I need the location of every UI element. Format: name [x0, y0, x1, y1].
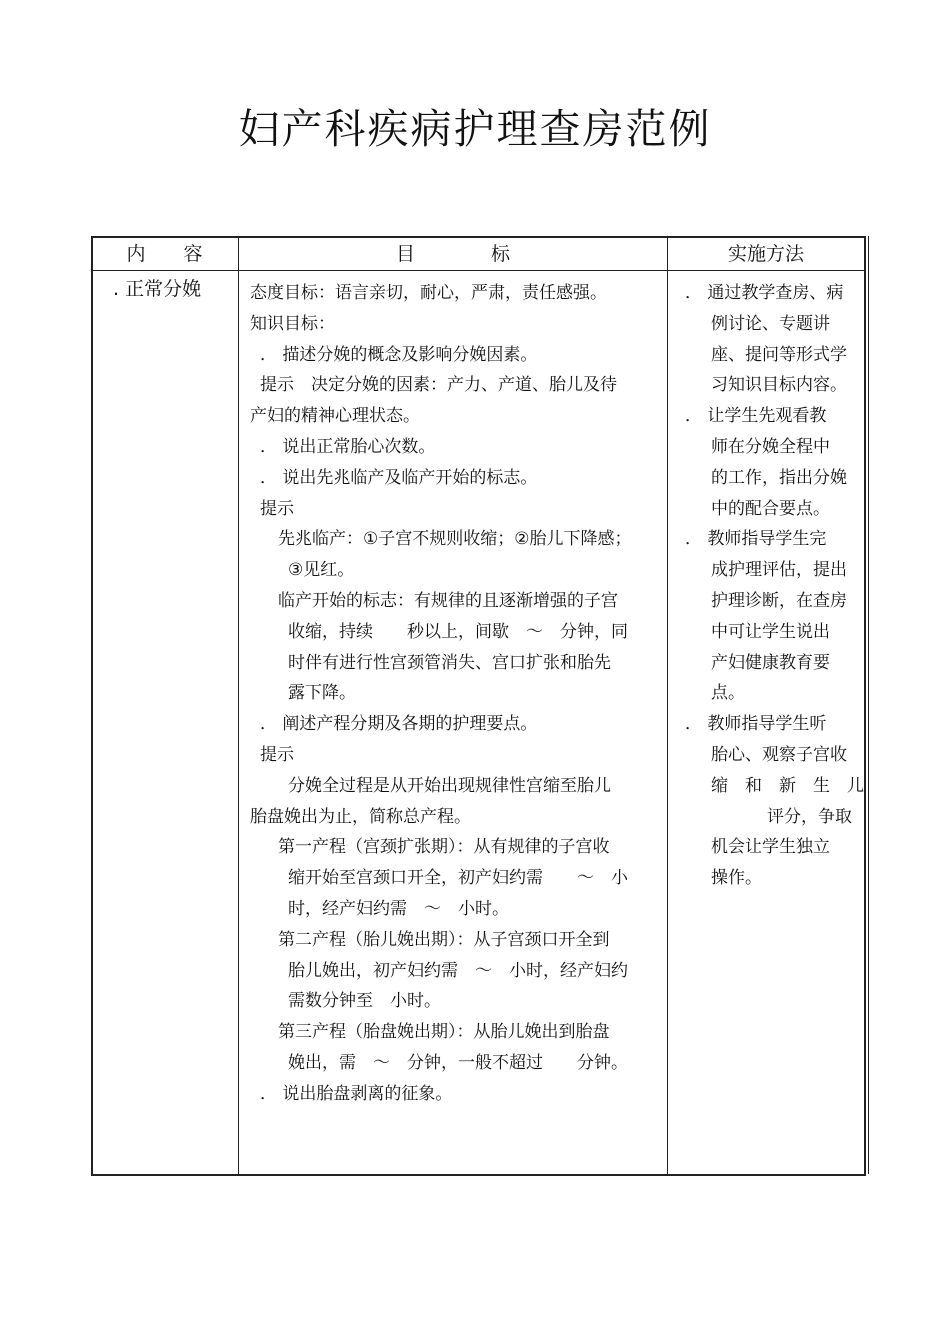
method-line: 产妇健康教育要: [711, 652, 830, 673]
goal-line: 胎盘娩出为止，简称总产程。: [250, 806, 471, 827]
method-line: 师在分娩全程中: [711, 436, 830, 457]
header-method: 实施方法: [727, 243, 804, 265]
method-line: 中可让学生说出: [711, 621, 830, 642]
column-divider-1: [238, 236, 239, 1174]
method-line: ． 让学生先观看教: [685, 406, 827, 427]
content-cell: . 正常分娩: [113, 278, 202, 300]
header-content: 内 容: [126, 243, 203, 265]
goal-line: 时，经产妇约需 ～ 小时。: [288, 898, 509, 919]
method-line: 中的配合要点。: [711, 498, 830, 519]
method-cell: [685, 278, 864, 894]
method-line: 例讨论、专题讲: [711, 313, 830, 334]
header-goal: 目 标: [395, 243, 510, 265]
goal-line: 先兆临产：①子宫不规则收缩；②胎儿下降感；: [278, 529, 632, 550]
goal-line: 缩开始至宫颈口开全，初产妇约需 ～ 小: [288, 868, 628, 889]
goal-line: 第一产程（宫颈扩张期）：从有规律的子宫收: [278, 837, 610, 858]
goal-line: ． 说出胎盘剥离的征象。: [260, 1083, 453, 1104]
method-line: 习知识目标内容。: [711, 375, 847, 396]
goal-line: 提示 决定分娩的因素：产力、产道、胎儿及待: [260, 375, 617, 396]
method-line: 点。: [711, 683, 745, 704]
goal-line: 态度目标：语言亲切，耐心，严肃，责任感强。: [250, 283, 607, 303]
method-line: ． 教师指导学生听: [685, 714, 827, 735]
method-line: 评分，争取: [767, 806, 852, 827]
goal-line: ． 说出先兆临产及临产开始的标志。: [260, 467, 538, 488]
goal-line: 产妇的精神心理状态。: [250, 406, 420, 427]
table-double-border: [868, 236, 869, 1174]
method-line: 护理诊断，在查房: [711, 590, 847, 611]
goal-line: 需数分钟至 小时。: [288, 991, 441, 1012]
goal-line: 分娩全过程是从开始出现规律性宫缩至胎儿: [288, 775, 611, 796]
goal-line: 第二产程（胎儿娩出期）：从子宫颈口开全到: [278, 929, 610, 950]
method-line: ． 教师指导学生完: [685, 529, 827, 550]
method-line: 胎心、观察子宫收: [711, 744, 847, 765]
method-line: 机会让学生独立: [711, 837, 830, 858]
method-line: 成护理评估，提出: [711, 560, 847, 581]
plan-table: [91, 236, 866, 1174]
goal-line: ． 说出正常胎心次数。: [260, 436, 436, 457]
column-divider-2: [667, 236, 668, 1174]
goal-line: 知识目标：: [250, 313, 335, 334]
goal-line: 露下降。: [288, 683, 356, 704]
goal-line: 娩出，需 ～ 分钟，一般不超过 分钟。: [288, 1052, 628, 1073]
goal-cell: [250, 278, 664, 1110]
goal-line: ． 描述分娩的概念及影响分娩因素。: [260, 344, 538, 365]
page-title: 妇产科疾病护理查房范例: [238, 105, 712, 153]
goal-line: 第三产程（胎盘娩出期）：从胎儿娩出到胎盘: [278, 1022, 610, 1043]
goal-line: 提示: [260, 744, 294, 765]
header-divider: [91, 270, 866, 271]
goal-line: ． 阐述产程分期及各期的护理要点。: [260, 714, 538, 735]
goal-line: 收缩，持续 秒以上，间歇 ～ 分钟，同: [288, 621, 628, 642]
method-line: 缩 和 新 生 儿: [711, 775, 864, 796]
goal-line: 胎儿娩出，初产妇约需 ～ 小时，经产妇约: [288, 960, 628, 981]
method-line: ． 通过教学查房、病: [685, 283, 844, 303]
goal-line: ③见红。: [288, 560, 355, 581]
goal-line: 临产开始的标志：有规律的且逐渐增强的子宫: [278, 590, 618, 611]
method-line: 的工作，指出分娩: [711, 467, 847, 488]
goal-line: 时伴有进行性宫颈管消失、宫口扩张和胎先: [288, 652, 611, 673]
method-line: 座、提问等形式学: [711, 344, 847, 365]
method-line: 操作。: [711, 868, 762, 889]
goal-line: 提示: [260, 498, 294, 519]
